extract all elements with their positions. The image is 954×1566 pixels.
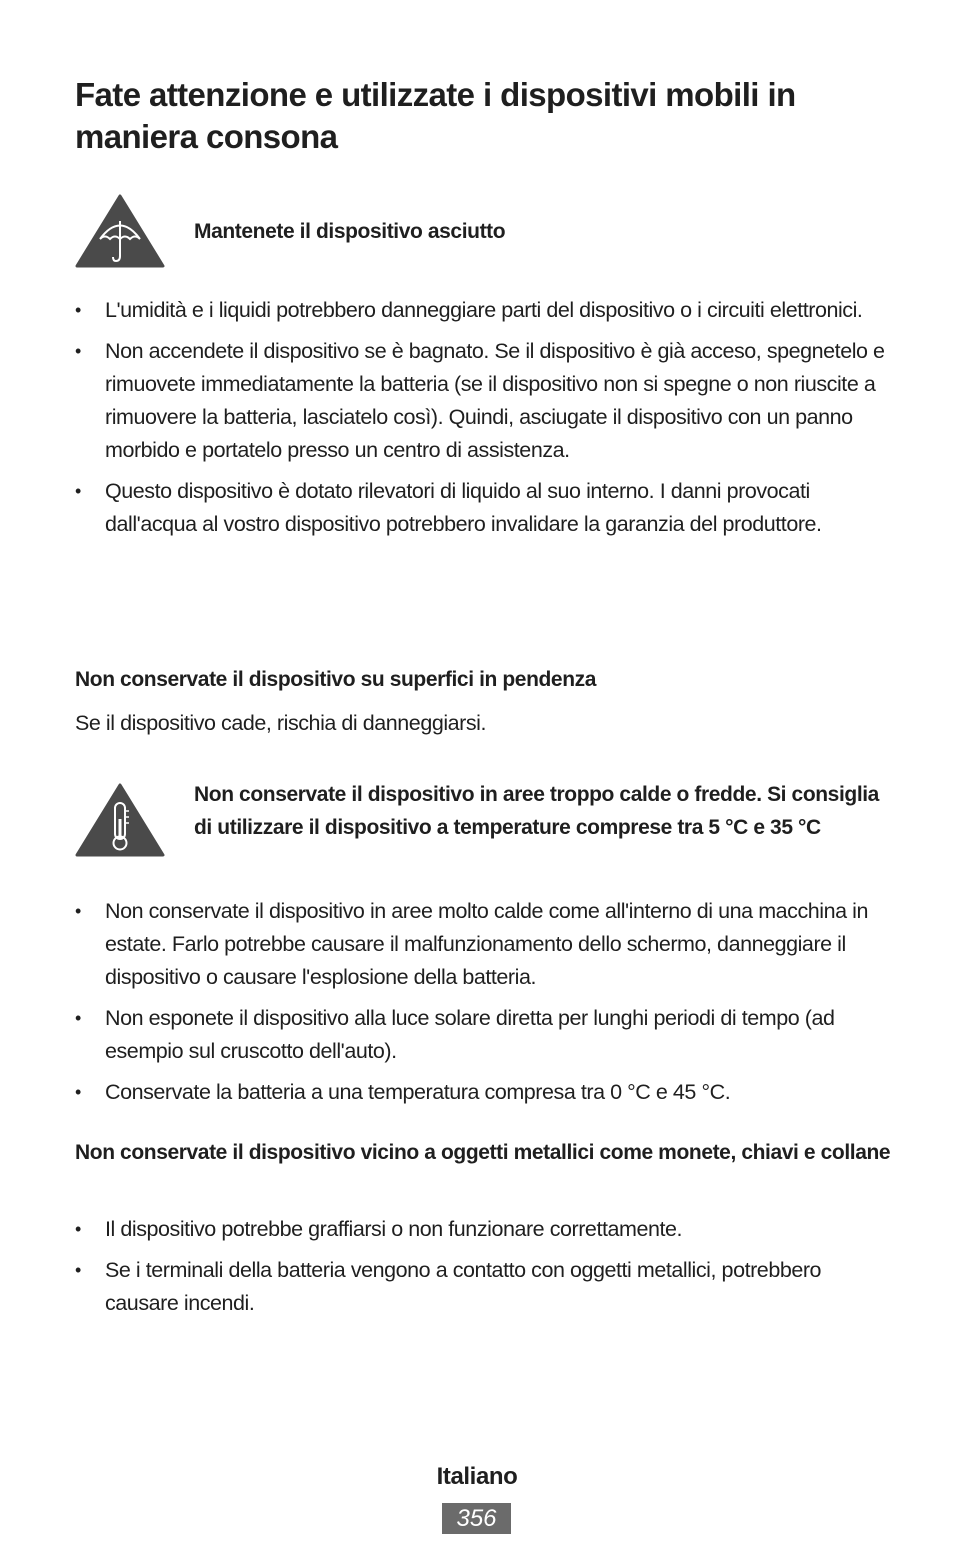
list-item-text: Non conservate il dispositivo in aree molto calde come all'interno di una macchina in estate. Farlo potrebbe causare il malfunzionamento dello schermo, danneggiare il dispositivo o causare l'esplosione della batteria. [105,899,868,989]
list-item-text: Non esponete il dispositivo alla luce solare diretta per lunghi periodi di tempo (ad esempio sul cruscotto dell'auto). [105,1006,835,1063]
list-item [75,475,895,541]
list-item [75,1254,895,1320]
bullet-dot: • [75,1008,81,1028]
list-item [75,1213,895,1246]
section-text-slope: Se il dispositivo cade, rischia di danneggiarsi. [75,711,487,735]
footer-language: Italiano [436,1463,518,1490]
bullet-dot: • [75,1219,81,1239]
umbrella-warning-icon [75,194,165,269]
list-item-text: Questo dispositivo è dotato rilevatori di liquido al suo interno. I danni provocati dall'acqua al vostro dispositivo potrebbero invalidare la garanzia del produttore. [105,479,822,536]
list-item [75,1076,895,1109]
bullet-dot: • [75,341,81,361]
list-item-text: Conservate la batteria a una temperatura compresa tra 0 °C e 45 °C. [105,1080,731,1104]
bullet-dot: • [75,300,81,320]
section-heading-metal: Non conservate il dispositivo vicino a oggetti metallici come monete, chiavi e collane [75,1141,891,1164]
list-item [75,294,895,327]
thermometer-warning-icon [75,783,165,858]
bullet-dot: • [75,481,81,501]
section-heading-temperature: Non conservate il dispositivo in aree troppo calde o fredde. Si consiglia di utilizzare il dispositivo a temperature comprese tra 5 °C e 35 °C [194,783,879,839]
list-item [75,895,895,994]
section-heading-dry: Mantenete il dispositivo asciutto [194,220,506,243]
list-item [75,335,895,467]
bullet-list-dry [75,294,895,549]
section-heading-slope: Non conservate il dispositivo su superfici in pendenza [75,668,597,691]
list-item-text: L'umidità e i liquidi potrebbero danneggiare parti del dispositivo o i circuiti elettronici. [105,298,863,322]
list-item-text: Non accendete il dispositivo se è bagnato. Se il dispositivo è già acceso, spegnetelo e rimuovete immediatamente la batteria (se il dispositivo non si spegne o non riuscite a rimuovere la batteria, lasciatelo così). Quindi, asciugate il dispositivo con un panno morbido e portatelo presso un centro di assistenza. [105,339,885,462]
bullet-list-metal [75,1213,895,1328]
bullet-dot: • [75,1082,81,1102]
bullet-list-temperature [75,895,895,1117]
list-item-text: Se i terminali della batteria vengono a contatto con oggetti metallici, potrebbero causare incendi. [105,1258,822,1315]
bullet-dot: • [75,901,81,921]
list-item-text: Il dispositivo potrebbe graffiarsi o non funzionare correttamente. [105,1217,683,1241]
list-item [75,1002,895,1068]
bullet-dot: • [75,1260,81,1280]
page-title: Fate attenzione e utilizzate i dispositivi mobili in maniera consona [75,76,796,155]
page-number-badge: 356 [442,1503,511,1534]
